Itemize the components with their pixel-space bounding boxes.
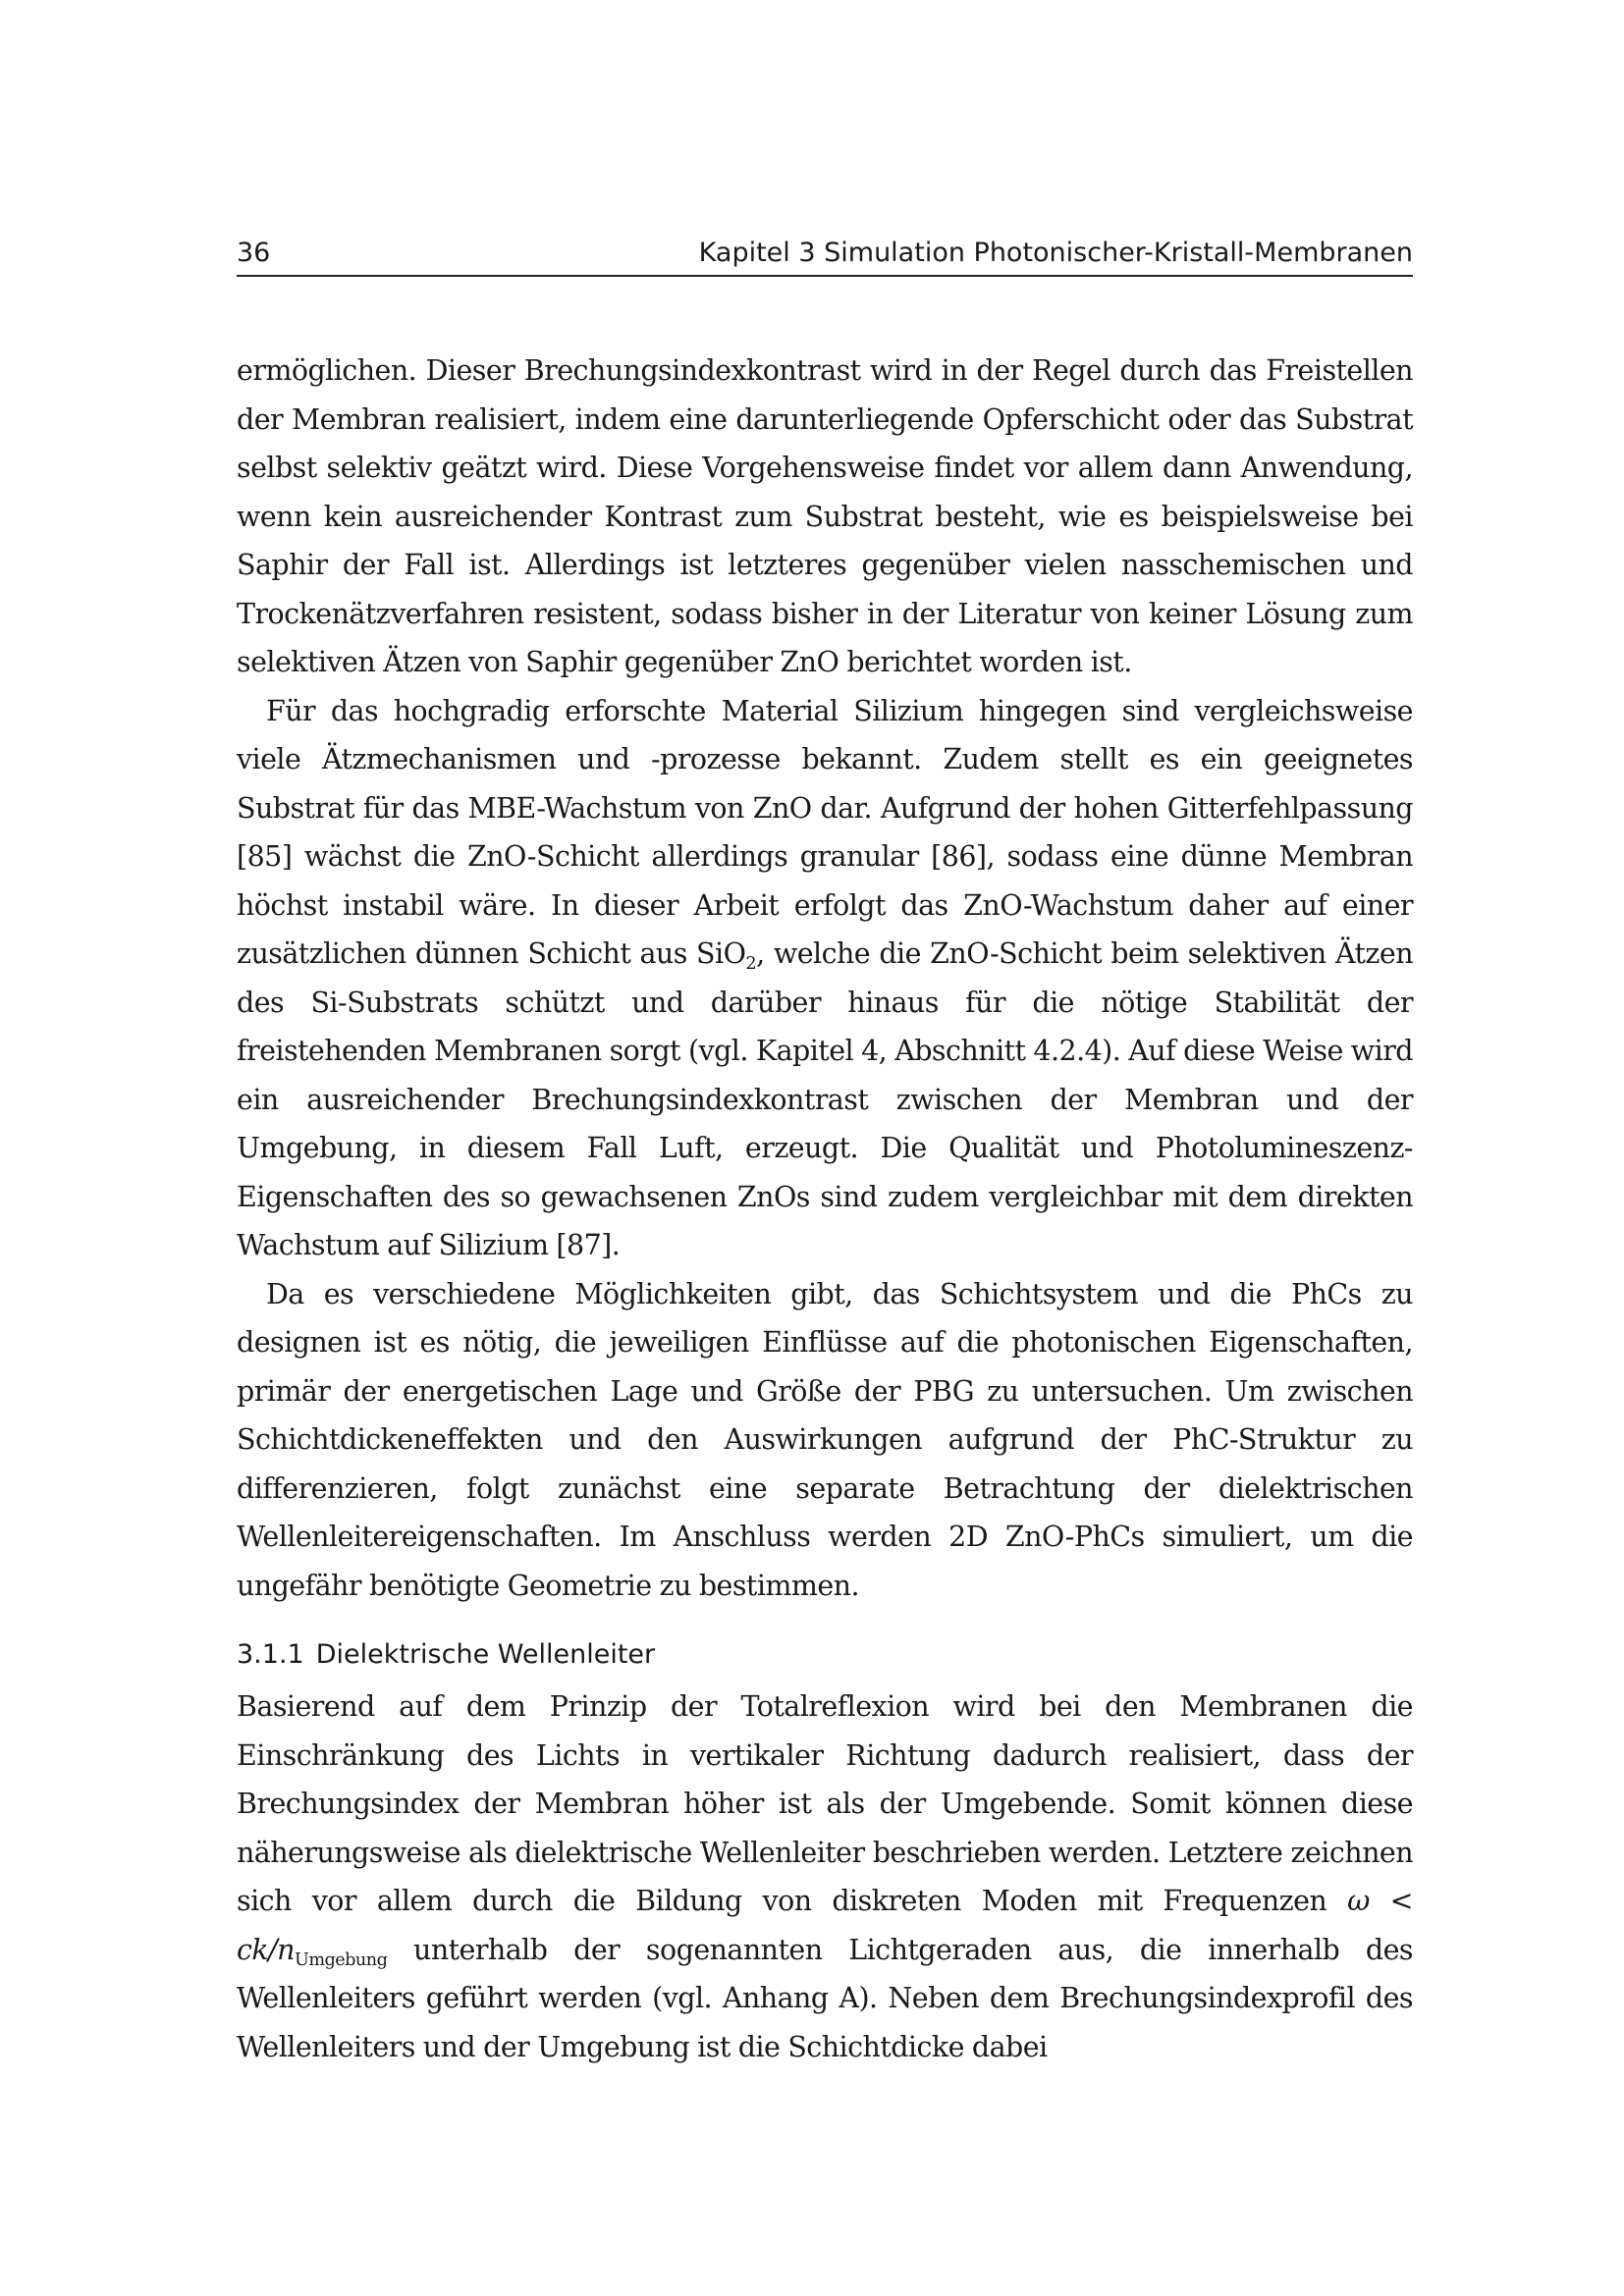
page-number: 36 bbox=[237, 238, 271, 268]
paragraph-3: Da es verschiedene Möglichkeiten gibt, das Schichtsystem und die PhCs zu designen ist es nötig, die jeweiligen Einflüsse auf die photonischen Eigenschaften, primär der energetischen Lage und Größe der PBG zu untersuchen. Um zwischen Schichtdickeneffekten und den Auswirkungen aufgrund der PhC-Struktur zu differenzieren, folgt zunächst eine separate Betrachtung der dielektrischen Wellenleitereigenschaften. Im Anschluss werden 2D ZnO-PhCs simuliert, um die ungefähr benötigte Geometrie zu bestimmen. bbox=[237, 1277, 1413, 1602]
paragraph-2-part-b: , welche die ZnO-Schicht beim selektiven Ätzen des Si-Substrats schützt und darüber hinaus für die nötige Stabilität der freistehenden Membranen sorgt (vgl. Kapitel 4, Abschnitt 4.2.4). Auf diese Weise wird ein ausreichender Brechungsindexkontrast zwischen der Membran und der Umgebung, in diesem Fall Luft, erzeugt. Die Qualität und Photolumineszenz-Eigenschaften des so gewachsenen ZnOs sind zudem vergleichbar mit dem direkten Wachstum auf Silizium [87]. bbox=[237, 937, 1413, 1261]
paragraph-2-part-a: Für das hochgradig erforschte Material Silizium hingegen sind vergleichsweise viele Ätzmechanismen und -prozesse bekannt. Zudem stellt es ein geeignetes Substrat für das MBE-Wachstum von ZnO dar. Aufgrund der hohen Gitterfehlpassung [85] wächst die ZnO-Schicht allerdings granular [86], sodass eine dünne Membran höchst instabil wäre. In dieser Arbeit erfolgt das ZnO-Wachstum daher auf einer zusätzlichen dünnen Schicht aus SiO bbox=[237, 694, 1413, 970]
paragraph-1: ermöglichen. Dieser Brechungsindexkontrast wird in der Regel durch das Freistellen der Membran realisiert, indem eine darunterliegende Opferschicht oder das Substrat selbst selektiv geätzt wird. Diese Vorgehensweise findet vor allem dann Anwendung, wenn kein ausreichender Kontrast zum Substrat besteht, wie es beispielsweise bei Saphir der Fall ist. Allerdings ist letzteres gegenüber vielen nasschemischen und Trockenätzverfahren resistent, sodass bisher in der Literatur von keiner Lösung zum selektiven Ätzen von Saphir gegenüber ZnO berichtet worden ist. bbox=[237, 354, 1413, 678]
paragraph-4-part-a: Basierend auf dem Prinzip der Totalreflexion wird bei den Membranen die Einschränkung des Lichts in vertikaler Richtung dadurch realisiert, dass der Brechungsindex der Membran höher ist als der Umgebende. Somit können diese näherungsweise als dielektrische Wellenleiter beschrieben werden. Letztere zeichnen sich vor allem durch die Bildung von diskreten Moden mit Frequenzen bbox=[237, 1690, 1413, 1917]
paragraph-4 bbox=[237, 1682, 1413, 2071]
umgebung-subscript: Umgebung bbox=[295, 1949, 388, 1970]
running-head: Kapitel 3 Simulation Photonischer-Kristall-Membranen bbox=[698, 238, 1413, 268]
page-header bbox=[237, 236, 1413, 277]
body-text bbox=[237, 347, 1413, 2071]
section-heading bbox=[237, 1633, 1413, 1677]
frequency-inequality: ω < ck/n bbox=[237, 1885, 1413, 1966]
sio2-subscript: 2 bbox=[745, 954, 757, 975]
paragraph-2 bbox=[237, 687, 1413, 1270]
section-title: Dielektrische Wellenleiter bbox=[315, 1639, 656, 1670]
paragraph-4-part-b: unterhalb der sogenannten Lichtgeraden aus, die innerhalb des Wellenleiters geführt werden (vgl. Anhang A). Neben dem Brechungsindexprofil des Wellenleiters und der Umgebung ist die Schichtdicke dabei bbox=[237, 1933, 1413, 2063]
section-number: 3.1.1 bbox=[237, 1639, 304, 1670]
